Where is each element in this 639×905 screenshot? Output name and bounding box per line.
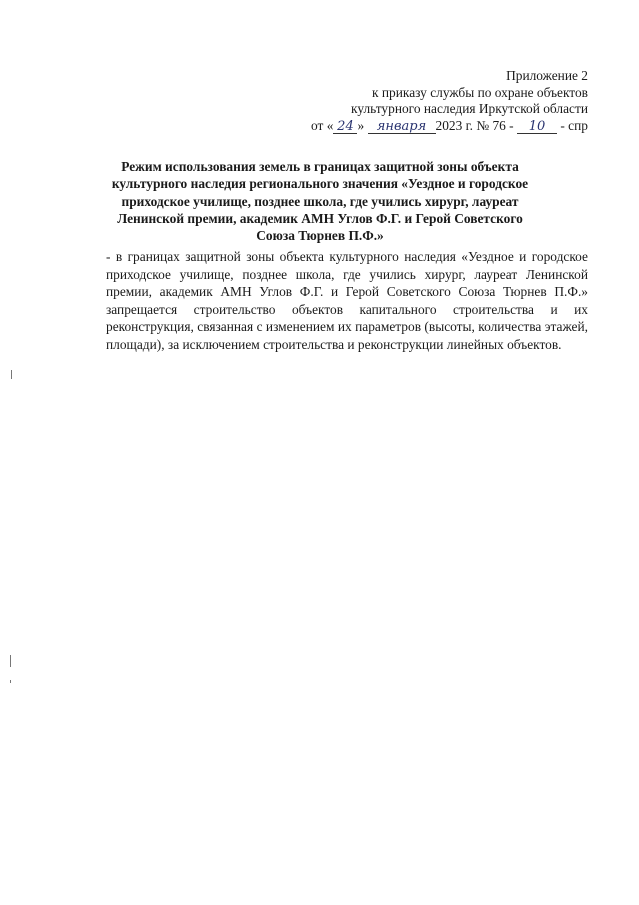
appendix-order-ref: к приказу службы по охране объектов bbox=[372, 84, 588, 100]
order-quote-close: » bbox=[357, 117, 365, 133]
appendix-number: Приложение 2 bbox=[506, 68, 588, 83]
order-suffix: - спр bbox=[560, 117, 588, 133]
order-prefix: от « bbox=[311, 117, 334, 133]
order-month-handwritten: января bbox=[368, 120, 436, 134]
order-day-handwritten: 24 bbox=[333, 120, 357, 134]
order-number-handwritten: 10 bbox=[517, 120, 557, 134]
appendix-authority: культурного наследия Иркутской области bbox=[351, 101, 588, 116]
appendix-header bbox=[311, 68, 588, 134]
scan-margin-mark bbox=[10, 655, 11, 667]
order-year-number: 2023 г. № 76 - bbox=[435, 117, 514, 133]
scan-margin-mark bbox=[11, 370, 12, 379]
order-date-line bbox=[311, 118, 588, 135]
body-paragraph: - в границах защитной зоны объекта культурного наследия «Уездное и городское приходское училище, позднее школа, где учились хирург, лауреат Ленинской премии, академик АМН Углов Ф.Г. и Герой Советского Союза Тюрнев П.Ф.» запрещается строительство объектов капитального строительства и их реконструкция, связанная с изменением их параметров (высоты, количества этажей, площади), за исключением строительства и реконструкции линейных объектов. bbox=[106, 249, 588, 352]
scan-margin-mark bbox=[10, 680, 11, 683]
document-title: Режим использования земель в границах защитной зоны объекта культурного наследия регионального значения «Уездное и городское приходское училище, позднее школа, где учились хирург, лауреат Ленинской премии, академик АМН Углов Ф.Г. и Герой Советского Союза Тюрнев П.Ф.» bbox=[111, 159, 529, 244]
